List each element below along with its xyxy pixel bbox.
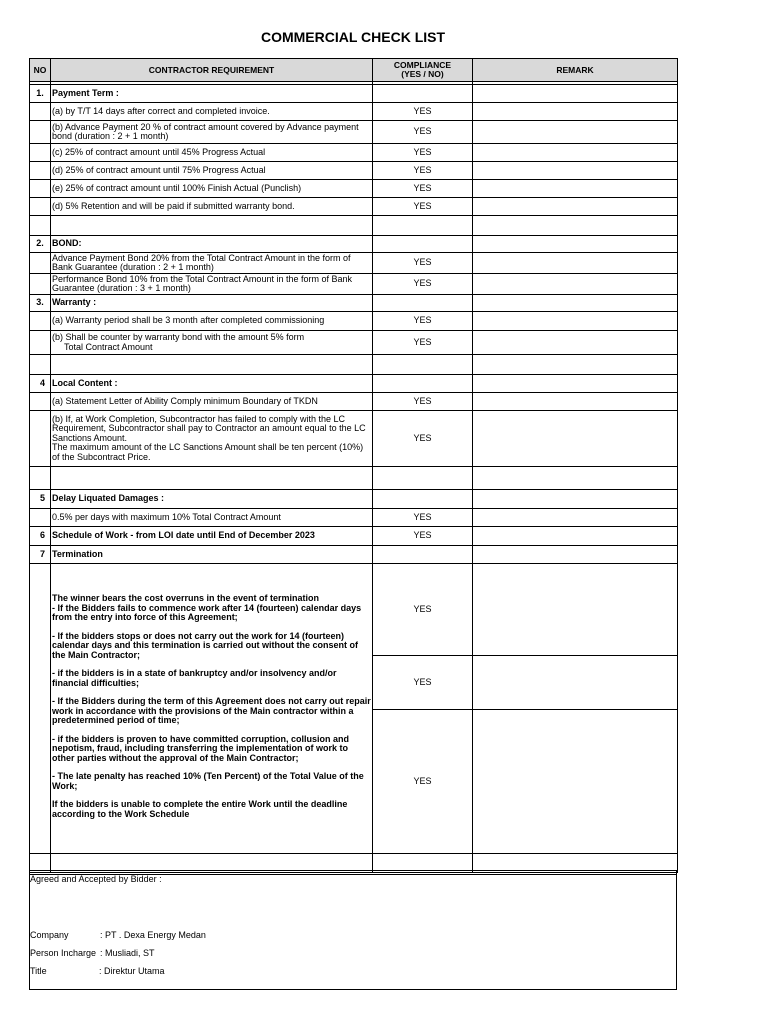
compliance-value: YES	[373, 162, 473, 180]
spacer-row	[30, 467, 678, 490]
requirement-text	[51, 411, 373, 467]
termination-point: If the bidders is unable to complete the entire Work until the deadline according to the Work Schedule	[52, 799, 348, 819]
remark-cell	[473, 121, 678, 144]
section-title: Payment Term :	[51, 85, 373, 103]
requirement-text: (a) Warranty period shall be 3 month after completed commissioning	[51, 312, 373, 331]
termination-point: - if the bidders is proven to have committed corruption, collusion and nepotism, fraud, including transferring the implementation of work to other parties without the approval of the Main Contractor;	[52, 733, 350, 763]
compliance-value: YES	[373, 274, 473, 295]
requirement-text: (a) by T/T 14 days after correct and completed invoice.	[51, 103, 373, 121]
table-row	[30, 509, 678, 527]
remark-cell	[473, 411, 678, 467]
section-no: 1.	[30, 85, 51, 103]
termination-lead: The winner bears the cost overruns in the event of termination	[52, 593, 320, 603]
remark-cell	[473, 144, 678, 162]
requirement-text: (d) 5% Retention and will be paid if submitted warranty bond.	[51, 198, 373, 216]
requirement-text: (a) Statement Letter of Ability Comply minimum Boundary of TKDN	[51, 393, 373, 411]
remark-cell	[473, 564, 678, 656]
section-row-warranty	[30, 295, 678, 312]
header-compliance	[373, 59, 473, 82]
spacer-row	[30, 216, 678, 236]
termination-point: - The late penalty has reached 10% (Ten Percent) of the Total Value of the Work;	[52, 771, 364, 791]
compliance-value: YES	[373, 103, 473, 121]
section-no: 5	[30, 490, 51, 509]
section-no: 4	[30, 375, 51, 393]
section-row-payment	[30, 85, 678, 103]
compliance-value: YES	[373, 527, 473, 546]
termination-point: - If the bidders stops or does not carry out the work for 14 (fourteen) calendar days and this termination is carried out without the consent of the Main Contractor;	[52, 630, 359, 660]
compliance-value: YES	[373, 411, 473, 467]
header-no: NO	[30, 59, 51, 82]
section-row-termination	[30, 546, 678, 564]
remark-cell	[473, 162, 678, 180]
table-row	[30, 411, 678, 467]
requirement-line: Total Contract Amount	[64, 341, 153, 352]
section-no: 6	[30, 527, 51, 546]
section-row-bond	[30, 236, 678, 253]
table-row	[30, 393, 678, 411]
compliance-value: YES	[373, 509, 473, 527]
section-no: 2.	[30, 236, 51, 253]
compliance-value: YES	[373, 564, 473, 656]
section-row-schedule	[30, 527, 678, 546]
table-row	[30, 564, 678, 656]
remark-cell	[473, 180, 678, 198]
compliance-value: YES	[373, 253, 473, 274]
requirement-text: (c) 25% of contract amount until 45% Progress Actual	[51, 144, 373, 162]
remark-cell	[473, 312, 678, 331]
requirement-text	[51, 331, 373, 355]
remark-cell	[473, 509, 678, 527]
header-compliance-line1: COMPLIANCE	[393, 60, 452, 70]
table-row	[30, 253, 678, 274]
requirement-text: Performance Bond 10% from the Total Contract Amount in the form of Bank Guarantee (duration : 3 + 1 month)	[51, 274, 373, 295]
table-row	[30, 198, 678, 216]
header-remark: REMARK	[473, 59, 678, 82]
table-row	[30, 312, 678, 331]
remark-cell	[473, 274, 678, 295]
company-value: : PT . Dexa Energy Medan	[100, 930, 206, 940]
table-row	[30, 162, 678, 180]
table-row	[30, 103, 678, 121]
table-row	[30, 121, 678, 144]
title-label: Title	[30, 966, 47, 976]
requirement-text: Advance Payment Bond 20% from the Total Contract Amount in the form of Bank Guarantee (duration : 2 + 1 month)	[51, 253, 373, 274]
remark-cell	[473, 527, 678, 546]
section-row-local-content	[30, 375, 678, 393]
section-row-delay	[30, 490, 678, 509]
section-title: Local Content :	[51, 375, 373, 393]
compliance-value: YES	[373, 180, 473, 198]
compliance-value: YES	[373, 312, 473, 331]
compliance-value: YES	[373, 656, 473, 710]
termination-point: - If the Bidders during the term of this Agreement does not carry out repair work in accordance with the provisions of the Main contractor within a predetermined period of time;	[52, 696, 371, 725]
page-title: COMMERCIAL CHECK LIST	[260, 29, 446, 45]
signature-block	[29, 870, 677, 990]
compliance-value: YES	[373, 144, 473, 162]
remark-cell	[473, 253, 678, 274]
remark-cell	[473, 710, 678, 854]
accepted-label: Agreed and Accepted by Bidder :	[30, 874, 162, 884]
compliance-value: YES	[373, 710, 473, 854]
spacer-row	[30, 355, 678, 375]
requirement-line: (b) If, at Work Completion, Subcontractor has failed to comply with the LC Requirement, Subcontractor shall pay to Contractor an amount equal to the LC Sanctions Amount.	[52, 413, 366, 443]
remark-cell	[473, 393, 678, 411]
remark-cell	[473, 103, 678, 121]
title-value: : Direktur Utama	[99, 966, 165, 976]
section-title: Termination	[51, 546, 373, 564]
requirement-text: 0.5% per days with maximum 10% Total Contract Amount	[51, 509, 373, 527]
table-row	[30, 274, 678, 295]
remark-cell	[473, 656, 678, 710]
termination-text	[51, 564, 373, 854]
table-row	[30, 180, 678, 198]
section-title: Warranty :	[51, 295, 373, 312]
table-row	[30, 331, 678, 355]
requirement-text: (e) 25% of contract amount until 100% Finish Actual (Punclish)	[51, 180, 373, 198]
header-row	[30, 59, 678, 82]
company-label: Company	[30, 930, 69, 940]
header-requirement: CONTRACTOR REQUIREMENT	[51, 59, 373, 82]
table-row	[30, 144, 678, 162]
requirement-line: The maximum amount of the LC Sanctions Amount shall be ten percent (10%) of the Subcontract Price.	[52, 442, 364, 462]
remark-cell	[473, 331, 678, 355]
remark-cell	[473, 198, 678, 216]
person-label: Person Incharge	[30, 948, 97, 958]
compliance-value: YES	[373, 331, 473, 355]
termination-point: - If the Bidders fails to commence work after 14 (fourteen) calendar days from the entry into force of this Agreement;	[52, 602, 362, 622]
compliance-value: YES	[373, 198, 473, 216]
termination-point: - if the bidders is in a state of bankruptcy and/or insolvency and/or financial difficulties;	[52, 668, 337, 688]
section-title: Schedule of Work - from LOI date until End of December 2023	[51, 527, 373, 546]
compliance-value: YES	[373, 121, 473, 144]
header-compliance-line2: (YES / NO)	[401, 69, 444, 79]
section-title: BOND:	[51, 236, 373, 253]
section-no: 3.	[30, 295, 51, 312]
section-no: 7	[30, 546, 51, 564]
requirement-line: (b) Shall be counter by warranty bond with the amount 5% form	[52, 332, 305, 342]
requirement-text: (b) Advance Payment 20 % of contract amount covered by Advance payment bond (duration : 2 + 1 month)	[51, 121, 373, 144]
section-title: Delay Liquated Damages :	[51, 490, 373, 509]
person-value: : Musliadi, ST	[100, 948, 155, 958]
compliance-value: YES	[373, 393, 473, 411]
checklist-table	[29, 58, 678, 873]
requirement-text: (d) 25% of contract amount until 75% Progress Actual	[51, 162, 373, 180]
